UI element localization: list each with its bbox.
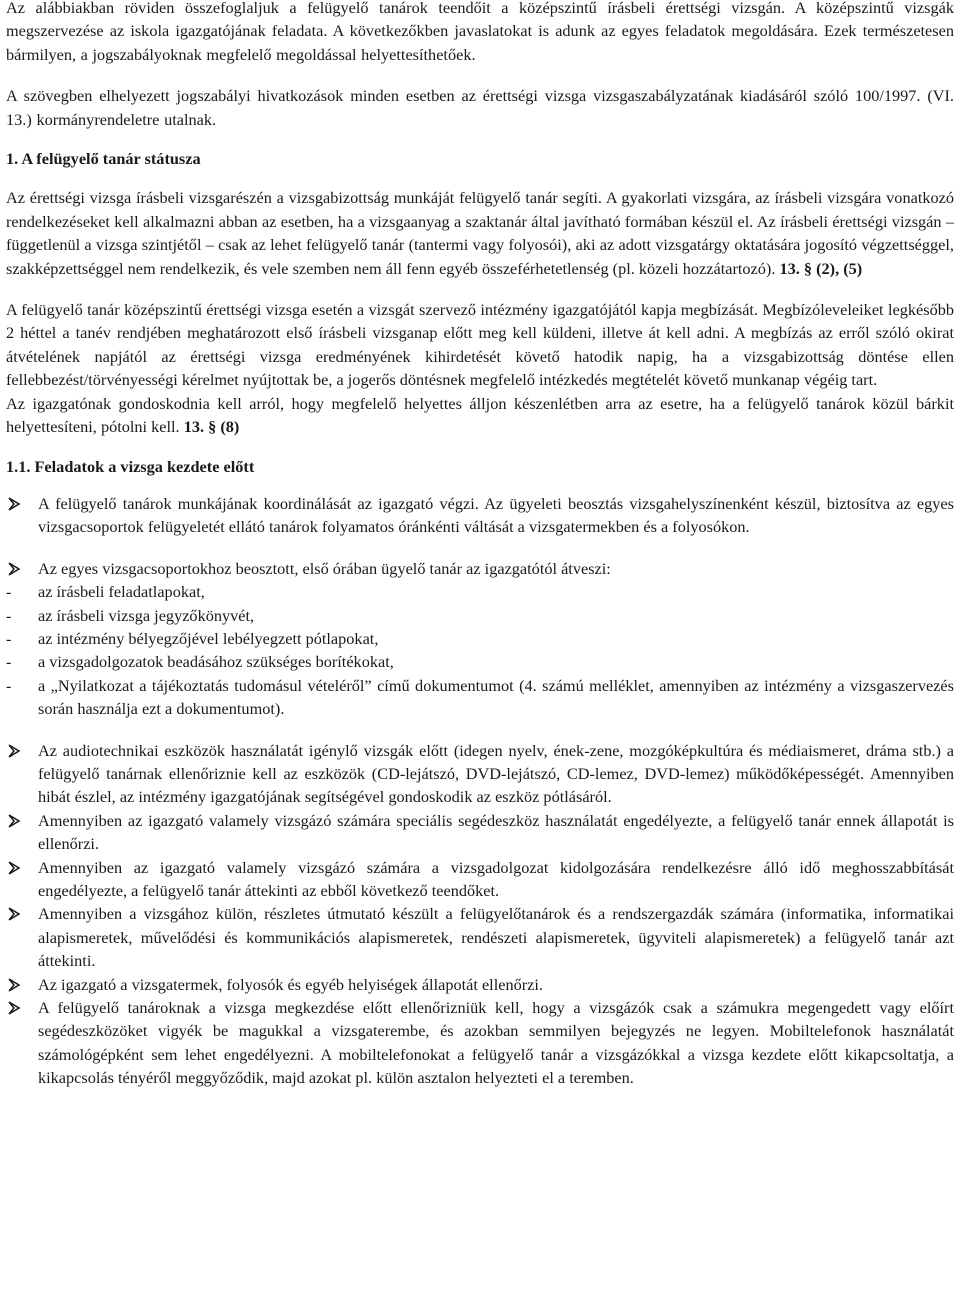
arrow-bullet-icon — [6, 1000, 22, 1016]
status-text-3: Az igazgatónak gondoskodnia kell arról, hogy megfelelő helyettes álljon készenlétben arra az esetre, ha a felügyelő tanárok közül bárkit helyettesíteni, pótolni kell. — [6, 393, 954, 437]
task-text: A felügyelő tanároknak a vizsga megkezdése előtt ellenőrizniük kell, hogy a vizsgázók csak a számukra megengedett vagy előírt segédeszközöket vigyék be magukkal a vizsgaterembe, és azokban semmilyen bejegyzés ne legyen. Mobiltelefonok használatát számológépként sem lehet engedélyezni. A mobiltelefonokat a felügyelő tanár a vizsgázókkal a vizsga kezdete előtt kikapcsoltatja, a kikapcsolás tényéről meggyőződik, majd azokat pl. külön asztalon helyezteti el a teremben. — [38, 998, 954, 1088]
arrow-bullet-icon — [6, 906, 22, 922]
list-item — [6, 557, 954, 580]
arrow-bullet-icon — [6, 496, 22, 512]
status-paragraph-1 — [6, 186, 954, 280]
list-item — [6, 973, 954, 996]
status-reference-2: 13. § (8) — [183, 417, 240, 437]
handover-list — [6, 580, 954, 720]
arrow-bullet-icon — [6, 813, 22, 829]
list-item — [6, 996, 954, 1090]
task-list-continued — [6, 739, 954, 1090]
handover-text: az írásbeli vizsga jegyzőkönyvét, — [38, 605, 255, 625]
status-text-2: A felügyelő tanár középszintű érettségi vizsga esetén a vizsgát szervező intézmény igazgatójától kapja megbízását. Megbízóleveleiket legkésőbb 2 héttel a tanév rendjében meghatározott első írásbeli vizsganap előtt meg kell küldeni, illetve át kell adni. A megbízás az erről szóló okirat átvételének napjától az érettségi vizsga eredményének kihirdetését követő hatodik napig, ha a vizsgabizottság döntése ellen fellebbezést/törvényességi kérelmet nyújtottak be, a jogerős döntésnek megfelelő intézkedés megtételét követő munkanap végéig tart. — [6, 300, 954, 390]
list-item — [6, 604, 954, 627]
arrow-bullet-icon — [6, 860, 22, 876]
list-item — [6, 739, 954, 809]
task-text: A felügyelő tanárok munkájának koordinálását az igazgató végzi. Az ügyeleti beosztás vizsgahelyszínenként készül, biztosítva az egyes vizsgacsoportok felügyeletét ellátó tanárok folyamatos óránkénti váltását a vizsgatermekben és a folyosókon. — [38, 493, 954, 537]
task-list — [6, 492, 954, 580]
status-reference-1: 13. § (2), (5) — [779, 258, 863, 278]
section-heading-tasks: 1.1. Feladatok a vizsga kezdete előtt — [6, 456, 255, 476]
arrow-bullet-icon — [6, 977, 22, 993]
dash-marker: - — [6, 675, 12, 695]
handover-text: a vizsgadolgozatok beadásához szükséges borítékokat, — [38, 652, 394, 672]
arrow-bullet-icon — [6, 561, 22, 577]
dash-marker: - — [6, 652, 12, 672]
list-item — [6, 902, 954, 972]
list-item — [6, 856, 954, 903]
intro-paragraph: Az alábbiakban röviden összefoglaljuk a felügyelő tanárok teendőit a középszintű írásbeli érettségi vizsgán. A középszintű vizsgák megszervezése az iskola igazgatójának feladata. A következőkben javaslatokat is adunk az egyes feladatok megoldására. Ezek természetesen bármilyen, a jogszabályoknak megfelelő megoldással helyettesíthetőek. — [6, 0, 954, 64]
handover-text: az intézmény bélyegzőjével lebélyegzett pótlapokat, — [38, 628, 379, 648]
dash-marker: - — [6, 605, 12, 625]
task-text: Az audiotechnikai eszközök használatát igénylő vizsgák előtt (idegen nyelv, ének-zene, mozgóképkultúra és médiaismeret, dráma stb.) a felügyelő tanárnak ellenőriznie kell az eszközök (CD-lejátszó, DVD-lejátszó, CD-lemez, DVD-lemez) működőképességét. Amennyiben hibát észlel, az intézmény igazgatójának segítségével gondoskodik az eszköz pótlásáról. — [38, 740, 954, 807]
list-item — [6, 809, 954, 856]
list-item — [6, 627, 954, 650]
arrow-bullet-icon — [6, 743, 22, 759]
status-text-1: Az érettségi vizsga írásbeli vizsgarészén a vizsgabizottság munkáját felügyelő tanár segíti. A gyakorlati vizsgára, az írásbeli vizsgára vonatkozó rendelkezéseket kell alkalmazni abban az esetben, ha a vizsgaanyag a szaktanár által javítható formában készül el. Az írásbeli érettségi vizsgán – függetlenül a vizsga szintjétől – csak az lehet felügyelő tanár (tantermi vagy folyosói), aki az adott vizsgatárgy oktatására jogosító végzettséggel, szakképzettséggel nem rendelkezik, és vele szemben nem áll fenn egyéb összeférhetetlenség (pl. közeli hozzátartozó). — [6, 188, 954, 278]
list-item — [6, 580, 954, 603]
task-text: Az egyes vizsgacsoportokhoz beosztott, első órában ügyelő tanár az igazgatótól átveszi: — [38, 558, 611, 578]
list-item — [6, 674, 954, 721]
task-text: Amennyiben az igazgató valamely vizsgázó számára a vizsgadolgozat kidolgozására rendelkezésre álló idő meghosszabbítását engedélyezte, a felügyelő tanár áttekinti az ebből következő teendőket. — [38, 857, 954, 900]
task-text: Az igazgató a vizsgatermek, folyosók és egyéb helyiségek állapotát ellenőrzi. — [38, 974, 543, 994]
status-paragraph-2 — [6, 298, 954, 438]
dash-marker: - — [6, 582, 12, 602]
handover-text: a „Nyilatkozat a tájékoztatás tudomásul vételéről” című dokumentumot (4. számú melléklet, amennyiben az intézmény a vizsgaszervezés során használja ezt a dokumentumot). — [38, 675, 954, 719]
list-item — [6, 650, 954, 673]
dash-marker: - — [6, 628, 12, 648]
legal-reference-paragraph: A szövegben elhelyezett jogszabályi hivatkozások minden esetben az érettségi vizsga vizsgaszabályzatának kiadásáról szóló 100/1997. (VI. 13.) kormányrendeletre utalnak. — [6, 86, 954, 129]
task-text: Amennyiben a vizsgához külön, részletes útmutató készült a felügyelőtanárok és a rendszergazdák számára (informatika, informatikai alapismeretek, művelődési és kommunikációs alapismeretek, rendészeti alapismeretek, ügyviteli alapismeretek) a felügyelő tanár azt áttekinti. — [38, 904, 954, 971]
handover-text: az írásbeli feladatlapokat, — [38, 582, 205, 602]
list-item — [6, 492, 954, 539]
section-heading-status: 1. A felügyelő tanár státusza — [6, 149, 201, 169]
task-text: Amennyiben az igazgató valamely vizsgázó számára speciális segédeszköz használatát engedélyezte, a felügyelő tanár ennek állapotát is ellenőrzi. — [38, 810, 954, 854]
